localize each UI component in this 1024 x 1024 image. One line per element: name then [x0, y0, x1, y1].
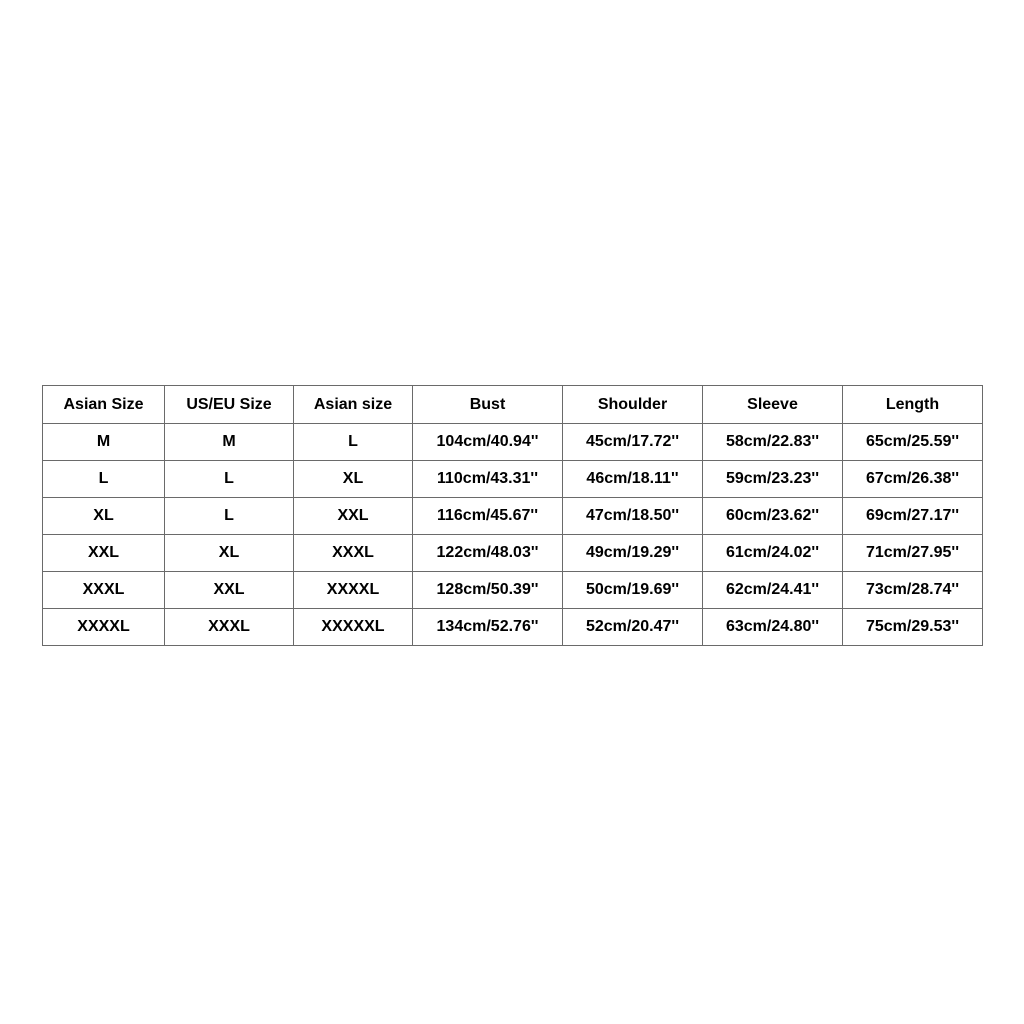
- table-cell: XXXL: [294, 535, 413, 572]
- header-length: Length: [843, 386, 983, 424]
- table-cell: 71cm/27.95'': [843, 535, 983, 572]
- table-row: [43, 461, 983, 498]
- table-cell: XXXXXL: [294, 609, 413, 646]
- table-cell: 110cm/43.31'': [413, 461, 563, 498]
- size-chart-table: [42, 385, 983, 646]
- table-cell: 122cm/48.03'': [413, 535, 563, 572]
- header-shoulder: Shoulder: [563, 386, 703, 424]
- table-cell: 75cm/29.53'': [843, 609, 983, 646]
- table-cell: XXL: [43, 535, 165, 572]
- table-cell: L: [165, 461, 294, 498]
- table-cell: L: [43, 461, 165, 498]
- table-cell: 62cm/24.41'': [703, 572, 843, 609]
- table-row: [43, 609, 983, 646]
- table-cell: M: [165, 424, 294, 461]
- table-cell: L: [294, 424, 413, 461]
- table-cell: 50cm/19.69'': [563, 572, 703, 609]
- table-cell: 69cm/27.17'': [843, 498, 983, 535]
- table-cell: XXL: [165, 572, 294, 609]
- table-cell: XXXL: [43, 572, 165, 609]
- table-row: [43, 572, 983, 609]
- table-cell: 73cm/28.74'': [843, 572, 983, 609]
- header-us-eu-size: US/EU Size: [165, 386, 294, 424]
- table-cell: XL: [43, 498, 165, 535]
- table-cell: XXXXL: [43, 609, 165, 646]
- table-cell: XXXXL: [294, 572, 413, 609]
- table-cell: 63cm/24.80'': [703, 609, 843, 646]
- header-asian-size: Asian Size: [43, 386, 165, 424]
- table-cell: 116cm/45.67'': [413, 498, 563, 535]
- table-cell: XXL: [294, 498, 413, 535]
- table-cell: L: [165, 498, 294, 535]
- table-cell: 45cm/17.72'': [563, 424, 703, 461]
- table-cell: M: [43, 424, 165, 461]
- table-cell: 61cm/24.02'': [703, 535, 843, 572]
- table-cell: 104cm/40.94'': [413, 424, 563, 461]
- table-cell: XL: [294, 461, 413, 498]
- table-cell: 52cm/20.47'': [563, 609, 703, 646]
- table-row: [43, 424, 983, 461]
- table-cell: 58cm/22.83'': [703, 424, 843, 461]
- header-asian-size-alt: Asian size: [294, 386, 413, 424]
- header-bust: Bust: [413, 386, 563, 424]
- table-cell: 128cm/50.39'': [413, 572, 563, 609]
- header-row: [43, 386, 983, 424]
- table-cell: XXXL: [165, 609, 294, 646]
- table-cell: 134cm/52.76'': [413, 609, 563, 646]
- table-cell: 67cm/26.38'': [843, 461, 983, 498]
- header-sleeve: Sleeve: [703, 386, 843, 424]
- table-row: [43, 498, 983, 535]
- table-cell: 46cm/18.11'': [563, 461, 703, 498]
- table-cell: 59cm/23.23'': [703, 461, 843, 498]
- table-cell: 60cm/23.62'': [703, 498, 843, 535]
- table-cell: 47cm/18.50'': [563, 498, 703, 535]
- table-cell: 65cm/25.59'': [843, 424, 983, 461]
- table-cell: XL: [165, 535, 294, 572]
- table-cell: 49cm/19.29'': [563, 535, 703, 572]
- table-row: [43, 535, 983, 572]
